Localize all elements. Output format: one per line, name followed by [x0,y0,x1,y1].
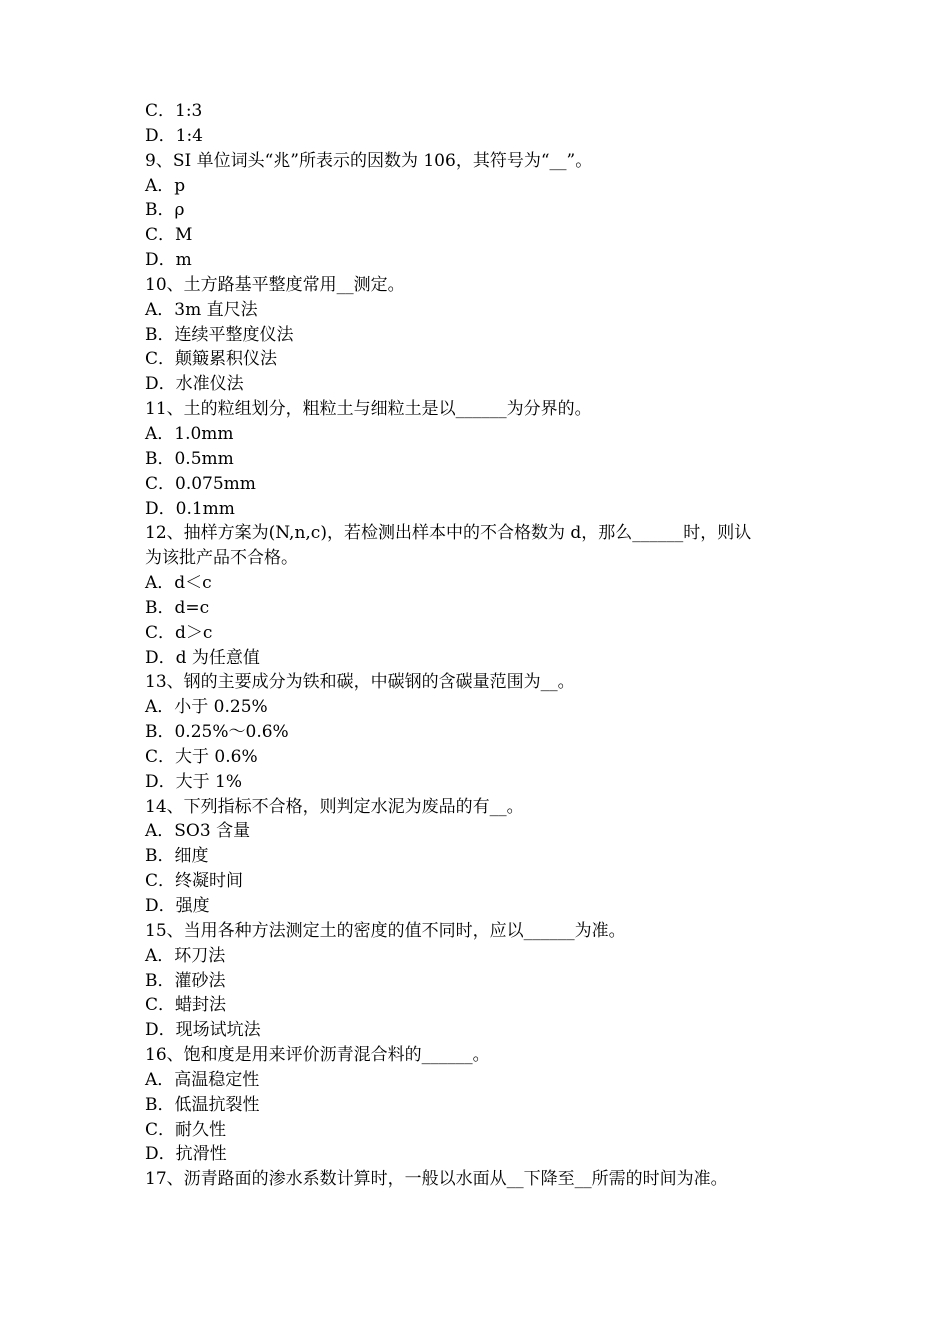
option-line: A．SO3 含量 [145,821,251,842]
option-line: A．p [145,175,186,196]
question-line: 13、钢的主要成分为铁和碳，中碳钢的含碳量范围为__。 [145,672,575,693]
option-line: A．1.0mm [145,423,234,444]
question-line-continued: 为该批产品不合格。 [145,548,298,569]
option-line: B．0.25%～0.6% [145,722,289,743]
option-line: C．耐久性 [145,1119,227,1140]
option-line: D．0.1mm [145,498,235,519]
option-line: C．d＞c [145,622,213,643]
option-line: A．3m 直尺法 [145,299,258,320]
option-line: D．强度 [145,896,210,916]
option-line: C．0.075mm [145,473,256,494]
question-line: 17、沥青路面的渗水系数计算时，一般以水面从__下降至__所需的时间为准。 [145,1169,728,1190]
option-line: A．小于 0.25% [145,697,268,718]
question-line: 10、土方路基平整度常用__测定。 [145,274,405,295]
option-line: C．大于 0.6% [145,746,258,767]
option-line: D．1:4 [145,125,203,146]
option-line: B．连续平整度仪法 [145,324,294,345]
option-line: D．现场试坑法 [145,1020,261,1041]
option-line: D．m [145,250,192,271]
option-line: B．ρ [145,200,185,221]
question-line: 14、下列指标不合格，则判定水泥为废品的有__。 [145,796,524,817]
option-line: B．灌砂法 [145,970,226,991]
option-line: D．水准仪法 [145,374,244,395]
question-line: 11、土的粒组划分，粗粒土与细粒土是以______为分界的。 [145,399,592,420]
question-line: 16、饱和度是用来评价沥青混合料的______。 [145,1045,490,1066]
option-line: A．环刀法 [145,945,226,966]
option-line: A．高温稳定性 [145,1069,260,1090]
question-line: 15、当用各种方法测定土的密度的值不同时，应以______为准。 [145,920,626,941]
option-line: C．终凝时间 [145,871,244,892]
option-line: C．1:3 [145,101,203,121]
option-line: B．d=c [145,597,210,618]
option-line: D．大于 1% [145,771,243,792]
option-line: B．0.5mm [145,448,234,469]
option-line: C．M [145,225,193,246]
option-line: A．d＜c [145,573,212,594]
option-line: D．d 为任意值 [145,647,260,668]
option-line: B．细度 [145,846,209,867]
option-line: C．颠簸累积仪法 [145,349,278,370]
option-line: C．蜡封法 [145,995,227,1016]
question-line: 12、抽样方案为(N,n,c)，若检测出样本中的不合格数为 d，那么______时，则认 [145,523,752,544]
option-line: D．抗滑性 [145,1144,227,1165]
option-line: B．低温抗裂性 [145,1094,260,1115]
document-body [145,99,810,1192]
question-line: 9、SI 单位词头“兆”所表示的因数为 106，其符号为“__”。 [145,150,593,171]
